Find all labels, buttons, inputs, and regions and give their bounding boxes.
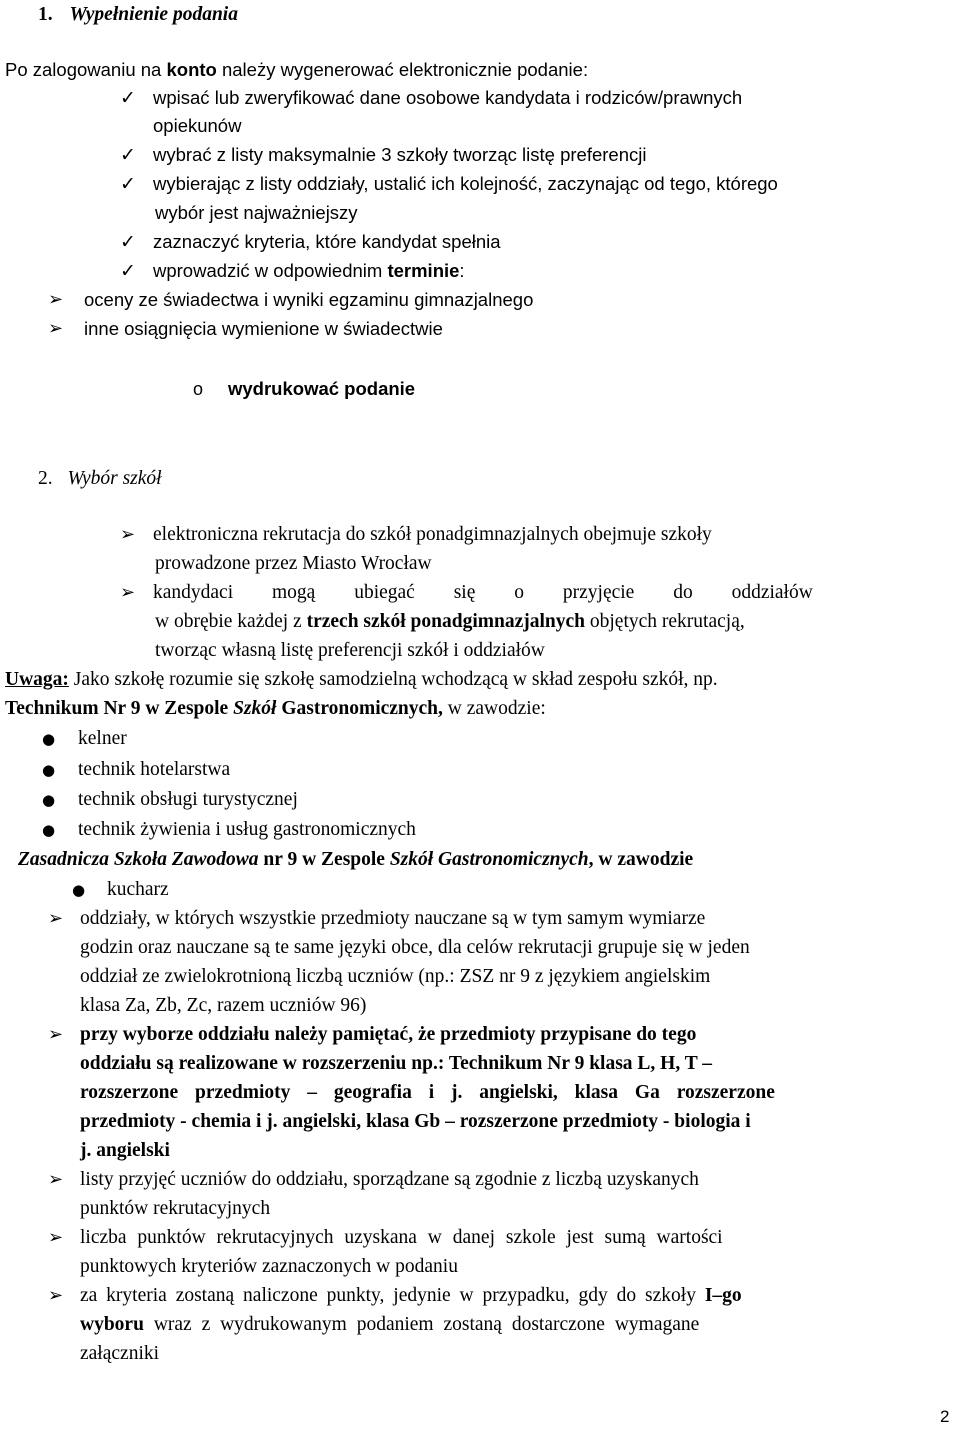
- profession-item: kucharz: [107, 879, 169, 900]
- arrow-bullet-icon: ➢: [48, 908, 64, 929]
- info-1-line-4: klasa Za, Zb, Zc, razem uczniów 96): [80, 995, 367, 1016]
- checkmark-icon: ✓: [120, 144, 136, 166]
- check-item-1-line-2: opiekunów: [153, 115, 242, 136]
- arrow-bullet-icon: ➢: [48, 1285, 64, 1306]
- profession-item: kelner: [78, 728, 127, 749]
- arrow-bullet-icon: ➢: [120, 582, 136, 603]
- check-item-2: wybrać z listy maksymalnie 3 szkoły tworząc listę preferencji: [153, 144, 647, 165]
- page-number: 2: [940, 1407, 950, 1426]
- school-choice-2-line-1: kandydaci mogą ubiegać się o przyjęcie do oddziałów: [153, 582, 813, 603]
- profession-item: technik żywienia i usług gastronomicznych: [78, 819, 416, 840]
- info-2-line-4: przedmioty - chemia i j. angielski, klasa Gb – rozszerzone przedmioty - biologia i: [80, 1111, 751, 1132]
- check-item-3-line-2: wybór jest najważniejszy: [155, 202, 358, 223]
- check-item-1-line-1: wpisać lub zweryfikować dane osobowe kandydata i rodziców/prawnych: [153, 87, 743, 108]
- info-2-line-3: rozszerzone przedmioty – geografia i j. angielski, klasa Ga rozszerzone: [80, 1082, 775, 1103]
- info-2-line-5: j. angielski: [80, 1140, 170, 1161]
- check-item-4: zaznaczyć kryteria, które kandydat spełnia: [153, 231, 501, 252]
- technikum-line: Technikum Nr 9 w Zespole Szkół Gastronomicznych, w zawodzie:: [5, 698, 546, 719]
- info-2-line-2: oddziału są realizowane w rozszerzeniu np.: Technikum Nr 9 klasa L, H, T –: [80, 1053, 713, 1074]
- checkmark-icon: ✓: [120, 260, 136, 282]
- section-number: 2.: [38, 468, 53, 489]
- info-1-line-2: godzin oraz nauczane są te same języki obce, dla celów rekrutacji grupuje się w jeden: [80, 937, 750, 958]
- info-5-line-1: za kryteria zostaną naliczone punkty, jedynie w przypadku, gdy do szkoły I–go: [80, 1285, 742, 1306]
- bullet-dot-icon: ●: [42, 821, 56, 839]
- profession-item: technik obsługi turystycznej: [78, 789, 298, 810]
- checkmark-icon: ✓: [120, 231, 136, 253]
- info-2-line-1: przy wyborze oddziału należy pamiętać, że przedmioty przypisane do tego: [80, 1024, 697, 1045]
- arrow-item-2: inne osiągnięcia wymienione w świadectwie: [84, 318, 443, 339]
- arrow-bullet-icon: ➢: [48, 1227, 64, 1248]
- arrow-bullet-icon: ➢: [120, 524, 136, 545]
- info-3-line-2: punktów rekrutacyjnych: [80, 1198, 271, 1219]
- info-5-line-2: wyboru wraz z wydrukowanym podaniem zostaną dostarczone wymagane: [80, 1314, 700, 1335]
- info-5-line-3: załączniki: [80, 1343, 160, 1364]
- profession-item: technik hotelarstwa: [78, 759, 231, 780]
- info-3-line-1: listy przyjęć uczniów do oddziału, sporządzane są zgodnie z liczbą uzyskanych: [80, 1169, 699, 1190]
- intro-bold: konto: [166, 59, 217, 80]
- section-2-heading: [38, 466, 162, 492]
- section-number: 1.: [38, 4, 53, 25]
- arrow-item-1: oceny ze świadectwa i wyniki egzaminu gimnazjalnego: [84, 289, 534, 310]
- print-form-item: wydrukować podanie: [228, 378, 416, 399]
- school-choice-2-line-3: tworząc własną listę preferencji szkół i oddziałów: [155, 640, 545, 661]
- school-choice-2-line-2: w obrębie każdej z trzech szkół ponadgimnazjalnych objętych rekrutacją,: [155, 611, 745, 632]
- bullet-dot-icon: ●: [42, 791, 56, 809]
- intro-text: Po zalogowaniu na konto należy wygenerować elektronicznie podanie:: [5, 59, 589, 80]
- checkmark-icon: ✓: [120, 87, 136, 109]
- note-label: Uwaga:: [5, 669, 69, 690]
- section-title: Wypełnienie podania: [69, 4, 238, 25]
- note-paragraph: Uwaga: Jako szkołę rozumie się szkołę samodzielną wchodzącą w skład zespołu szkół, np.: [5, 669, 718, 690]
- bullet-dot-icon: ●: [42, 730, 56, 748]
- circle-bullet-icon: o: [193, 379, 204, 399]
- info-4-line-1: liczba punktów rekrutacyjnych uzyskana w danej szkole jest sumą wartości: [80, 1227, 723, 1248]
- check-item-5: wprowadzić w odpowiednim terminie:: [153, 260, 465, 281]
- school-choice-1-line-2: prowadzone przez Miasto Wrocław: [155, 553, 432, 574]
- arrow-bullet-icon: ➢: [48, 289, 64, 310]
- zsz-line: Zasadnicza Szkoła Zawodowa nr 9 w Zespole Szkół Gastronomicznych, w zawodzie: [18, 849, 694, 870]
- info-1-line-1: oddziały, w których wszystkie przedmioty nauczane są w tym samym wymiarze: [80, 908, 706, 929]
- section-title: Wybór szkół: [67, 468, 162, 489]
- info-4-line-2: punktowych kryteriów zaznaczonych w podaniu: [80, 1256, 458, 1277]
- section-1-heading: [38, 2, 238, 28]
- checkmark-icon: ✓: [120, 173, 136, 195]
- arrow-bullet-icon: ➢: [48, 1024, 64, 1045]
- bullet-dot-icon: ●: [72, 881, 86, 899]
- arrow-bullet-icon: ➢: [48, 1169, 64, 1190]
- check-item-3-line-1: wybierając z listy oddziały, ustalić ich kolejność, zaczynając od tego, którego: [153, 173, 778, 194]
- school-choice-1-line-1: elektroniczna rekrutacja do szkół ponadgimnazjalnych obejmuje szkoły: [153, 524, 712, 545]
- bullet-dot-icon: ●: [42, 761, 56, 779]
- arrow-bullet-icon: ➢: [48, 318, 64, 339]
- info-1-line-3: oddział ze zwielokrotnioną liczbą uczniów (np.: ZSZ nr 9 z językiem angielskim: [80, 966, 711, 987]
